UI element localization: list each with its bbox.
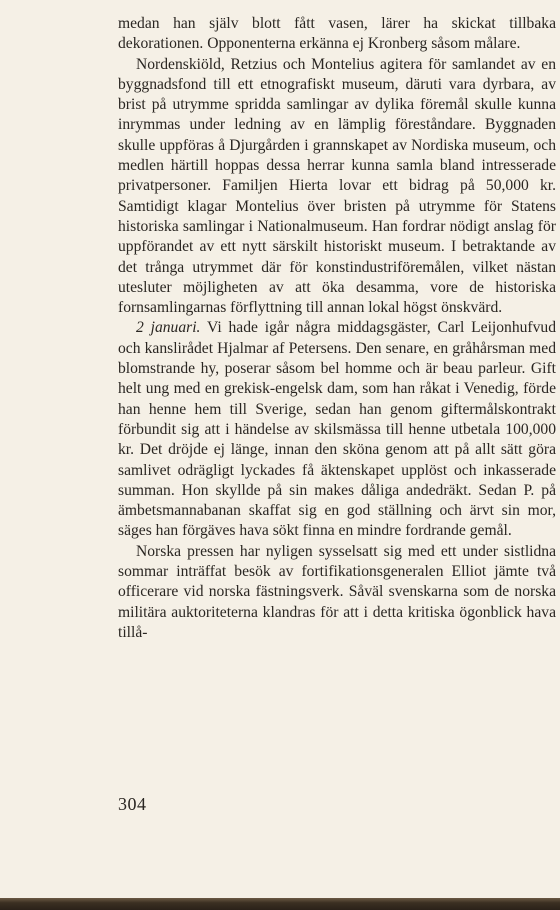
diary-date: 2 januari. xyxy=(136,319,201,337)
page-bottom-edge xyxy=(0,898,560,910)
paragraph-3-text: Vi hade igår några middagsgäster, Carl Leijonhufvud och kanslirådet Hjalmar af Petersens. Den senare, en gråhårsman med blomstrande hy, poserar såsom bel homme och är beau parleur. Gift helt ung med en grekisk-engelsk dam, som han råkat i Venedig, förde han henne hem till Sverige, sedan han genom giftermålskontrakt förbundit sig att i händelse av skilsmässa till henne utbetala 100,000 kr. Det dröjde ej länge, innan den sköna genom att på allt sätt göra samlivet odrägligt lyckades få äktenskapet upplöst och inkasserade summan. Hon skyllde på sin makes dåliga andedräkt. Sedan P. på ämbetsmannabanan skaffat sig en god ställning och ärvt sin mor, säges han förgäves hava sökt finna en mindre fordrande gemål. xyxy=(118,319,556,540)
paragraph-2: Nordenskiöld, Retzius och Montelius agitera för samlandet av en byggnadsfond till ett etnografiskt museum, däruti vara dyrbara, av brist på utrymme spridda samlingar av dylika föremål skulle kunna inrymmas under ledning av en lämplig föreståndare. Byggnaden skulle uppföras å Djurgården i grannskapet av Nordiska museum, och medlen härtill hoppas dessa herrar kunna samla bland intresserade privatpersoner. Familjen Hierta lovar ett bidrag på 50,000 kr. Samtidigt klagar Montelius över bristen på utrymme för Statens historiska samlingar i Nationalmuseum. Han fordrar nödigt anslag för uppförandet av ett nytt särskilt historiskt museum. I betraktande av det trånga utrymmet där för konstindustriföremålen, vilket nästan utesluter möjligheten av att öka desamma, vore de historiska fornsamlingarnas förflyttning till annan lokal högst önskvärd. xyxy=(118,55,556,317)
paragraph-3 xyxy=(118,318,556,541)
page-number: 304 xyxy=(118,794,147,814)
body-text xyxy=(118,14,556,643)
paragraph-1: medan han själv blott fått vasen, lärer ha skickat tillbaka dekorationen. Opponenterna erkänna ej Kronberg såsom målare. xyxy=(118,15,556,53)
paragraph-4: Norska pressen har nyligen sysselsatt sig med ett under sistlidna sommar inträffat besök av fortifikationsgeneralen Elliot jämte två officerare vid norska fästningsverk. Såväl svenskarna som de norska militära auktoriteterna klandras för att i detta kritiska ögonblick hava tillå- xyxy=(118,542,556,641)
